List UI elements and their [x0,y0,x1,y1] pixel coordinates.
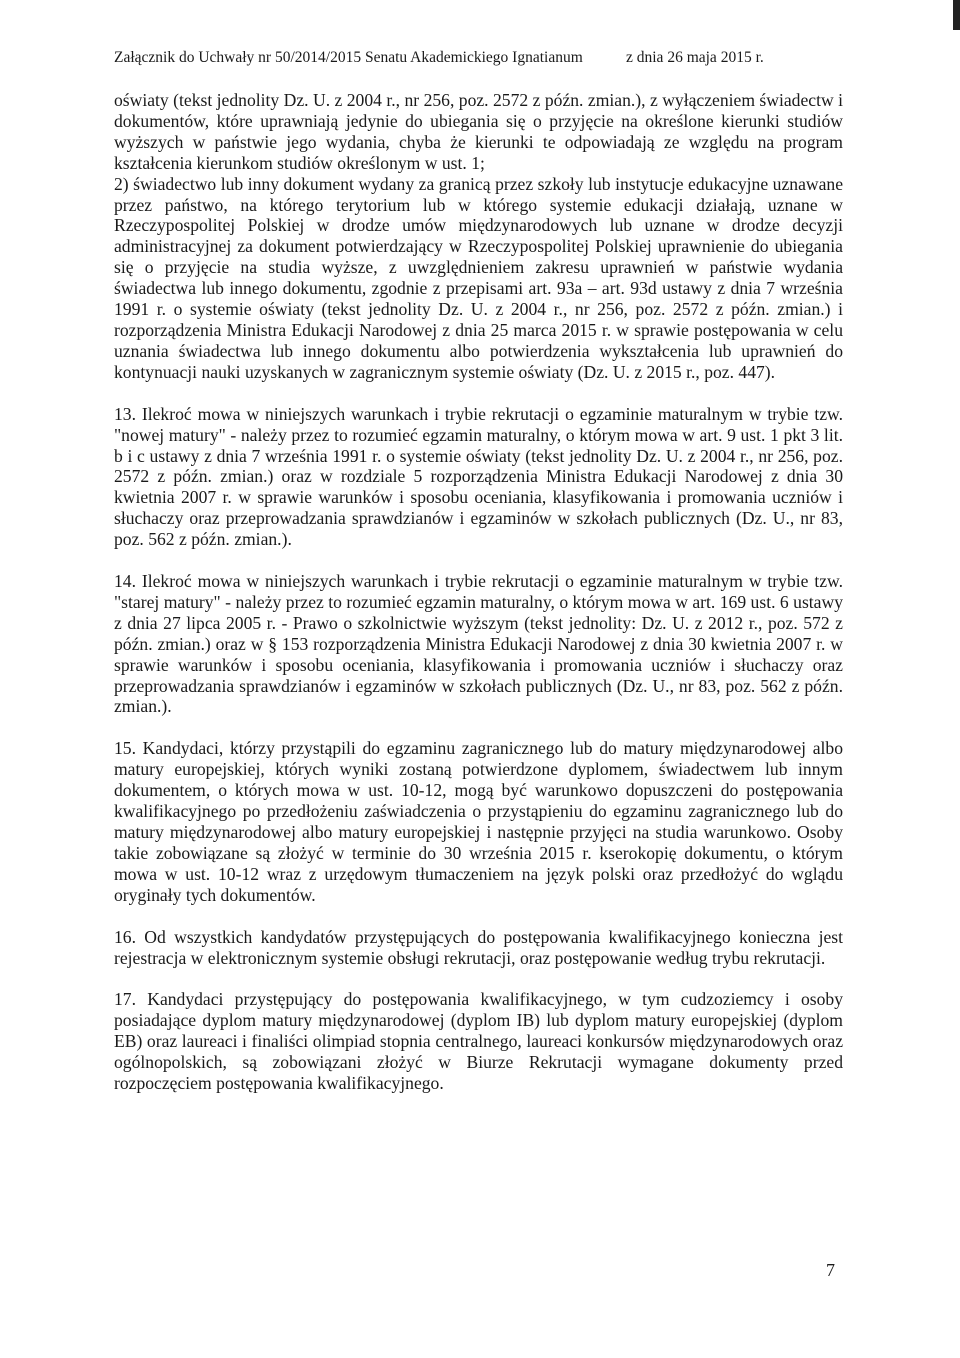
paragraph-15: 15. Kandydaci, którzy przystąpili do egzaminu zagranicznego lub do matury międzynarodowej albo matury europejskiej, których wyniki zostaną potwierdzone dyplomem, świadectwem lub innym dokumentem, o których mowa w ust. 10-12, mogą być warunkowo dopuszczeni do postępowania kwalifikacyjnego po przedłożeniu zaświadczenia o przystąpieniu do egzaminu zagranicznego lub do matury międzynarodowej albo matury europejskiej i następnie przyjęci na studia warunkowo. Osoby takie zobowiązane są złożyć w terminie do 30 września 2015 r. kserokopię dokumentu, o którym mowa w ust. 10-12 wraz z urzędowym tłumaczeniem na język polski oraz przedłożyć do wglądu oryginały tych dokumentów. [114,738,843,905]
document-body [114,90,843,1094]
paragraph-item-2: 2) świadectwo lub inny dokument wydany za granicą przez szkoły lub instytucje edukacyjne uznawane przez państwo, na którego terytorium lub w którego systemie edukacji działają, uznane w Rzeczypospolitej Polskiej w drodze umów międzynarodowych lub uznane w drodze decyzji administracyjnej za dokument potwierdzający w Rzeczypospolitej Polskiej uprawnienie do ubiegania się o przyjęcie na studia wyższe, z uwzględnieniem zakresu uprawnień w państwie wydania świadectwa lub innego dokumentu, zgodnie z przepisami art. 93a – art. 93d ustawy z dnia 7 września 1991 r. o systemie oświaty (tekst jednolity Dz. U. z 2004 r., nr 256, poz. 2572 z późn. zmian.) i rozporządzenia Ministra Edukacji Narodowej z dnia 25 marca 2015 r. w sprawie postępowania w celu uznania świadectwa lub innego dokumentu albo potwierdzenia wykształcenia lub uprawnień do kontynuacji nauki uzyskanych w zagranicznym systemie oświaty (Dz. U. z 2015 r., poz. 447). [114,173,843,382]
paragraph-16: 16. Od wszystkich kandydatów przystępujących do postępowania kwalifikacyjnego konieczna jest rejestracja w elektronicznym systemie obsługi rekrutacji, oraz postępowanie według trybu rekrutacji. [114,926,843,968]
scan-edge-mark [953,0,960,30]
page-number: 7 [826,1260,835,1280]
document-header [114,48,874,68]
paragraph-continuation: oświaty (tekst jednolity Dz. U. z 2004 r., nr 256, poz. 2572 z późn. zmian.), z wyłączeniem świadectw i dokumentów, które uprawniają jedynie do ubiegania się o przyjęcie na określone kierunki studiów wyższych w państwie jego wydania, chyba że kierunki te odpowiadają ze względu na program kształcenia kierunkom studiów określonym w ust. 1; [114,90,843,173]
paragraph-17: 17. Kandydaci przystępujący do postępowania kwalifikacyjnego, w tym cudzoziemcy i osoby posiadające dyplom matury międzynarodowej (dyplom IB) lub dyplom matury europejskiej (dyplom EB) oraz laureaci i finaliści olimpiad stopnia centralnego, laureaci konkursów międzynarodowych oraz ogólnopolskich, są zobowiązani złożyć w Biurze Rekrutacji wymagane dokumenty przed rozpoczęciem postępowania kwalifikacyjnego. [114,989,843,1094]
paragraph-14: 14. Ilekroć mowa w niniejszych warunkach i trybie rekrutacji o egzaminie maturalnym w trybie tzw. "starej matury" - należy przez to rozumieć egzamin maturalny, o którym mowa w art. 169 ust. 6 ustawy z dnia 27 lipca 2005 r. - Prawo o szkolnictwie wyższym (tekst jednolity: Dz. U. z 2012 r., poz. 572 z późn. zmian.) oraz w § 153 rozporządzenia Ministra Edukacji Narodowej z dnia 30 kwietnia 2007 r. w sprawie warunków i sposobu oceniania, klasyfikowania i promowania uczniów i słuchaczy oraz przeprowadzania sprawdzianów i egzaminów w szkołach publicznych (Dz. U., nr 83, poz. 562 z późn. zmian.). [114,571,843,717]
header-title: Załącznik do Uchwały nr 50/2014/2015 Senatu Akademickiego Ignatianum [114,49,583,66]
paragraph-13: 13. Ilekroć mowa w niniejszych warunkach i trybie rekrutacji o egzaminie maturalnym w trybie tzw. "nowej matury" - należy przez to rozumieć egzamin maturalny, o którym mowa w art. 9 ust. 1 pkt 3 lit. b i c ustawy z dnia 7 września 1991 r. o systemie oświaty (tekst jednolity Dz. U. z 2004 r., nr 256, poz. 2572 z późn. zmian.) oraz w rozdziale 5 rozporządzenia Ministra Edukacji Narodowej z dnia 30 kwietnia 2007 r. w sprawie warunków i sposobu oceniania, klasyfikowania i promowania uczniów i słuchaczy oraz przeprowadzania sprawdzianów i egzaminów w szkołach publicznych (Dz. U., nr 83, poz. 562 z późn. zmian.). [114,403,843,550]
header-date: z dnia 26 maja 2015 r. [626,49,764,66]
